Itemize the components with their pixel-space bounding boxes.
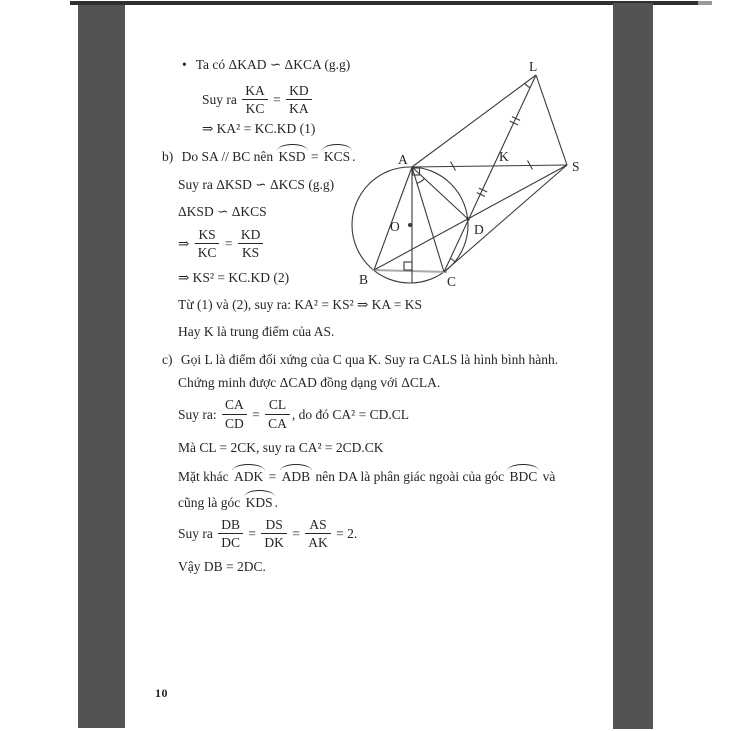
fraction-denominator: AK xyxy=(308,534,328,550)
fraction-denominator: KS xyxy=(241,245,260,261)
section-label-b: b) xyxy=(162,149,174,165)
text-run: Suy ra xyxy=(202,92,237,108)
text-run: Mà CL = 2CK, suy ra CA² = 2CD.CK xyxy=(178,439,384,455)
point-label-O: O xyxy=(390,219,400,234)
bullet-marker: • xyxy=(182,57,187,72)
text-run: Mặt khác xyxy=(178,468,229,484)
segment-LS xyxy=(536,75,567,165)
proof-line xyxy=(178,323,608,340)
proof-line xyxy=(178,494,608,511)
fraction-numerator: KS xyxy=(195,227,220,244)
fraction xyxy=(259,517,289,550)
angle-arc-name: KDS xyxy=(245,494,273,510)
book-edge-bar-left xyxy=(78,5,125,728)
text-run: Chứng minh được ΔCAD đồng dạng với ΔCLA. xyxy=(178,375,441,391)
photo-top-edge-light xyxy=(698,1,712,5)
text-run: và xyxy=(542,468,556,484)
angle-mark-at-L xyxy=(525,83,530,87)
equals-sign: = xyxy=(248,525,257,541)
fraction-denominator: CA xyxy=(268,415,287,431)
fraction-numerator: CA xyxy=(222,397,247,414)
angle-arc-name: ADB xyxy=(281,468,311,484)
text-run: Suy ra ΔKSD ∽ ΔKCS (g.g) xyxy=(178,177,335,193)
fraction xyxy=(193,227,222,260)
right-angle-mark-at-foot xyxy=(404,262,412,270)
fraction-numerator: KA xyxy=(242,83,268,100)
point-O-dot xyxy=(408,223,412,227)
fraction-denominator: DC xyxy=(221,534,241,550)
proof-line xyxy=(178,517,608,550)
point-label-K: K xyxy=(499,149,509,164)
text-run: nên DA là phân giác ngoài của góc xyxy=(315,468,505,484)
angle-arc-name: KCS xyxy=(323,149,351,165)
angle-mark-at-C xyxy=(450,258,455,262)
equals-sign: = xyxy=(224,236,233,252)
point-label-C: C xyxy=(447,274,457,289)
fraction xyxy=(284,83,314,116)
fraction xyxy=(240,83,270,116)
fraction-numerator: KD xyxy=(238,227,264,244)
fraction-denominator: KA xyxy=(289,101,309,117)
text-run: . xyxy=(274,494,278,510)
proof-line xyxy=(178,468,608,485)
segment-CS xyxy=(444,165,567,272)
book-edge-bar-right xyxy=(613,3,653,729)
fraction-denominator: CD xyxy=(225,415,244,431)
implies-arrow: ⇒ xyxy=(178,236,190,252)
segment-AL xyxy=(412,75,536,167)
text-run: Ta có ΔKAD ∽ ΔKCA (g.g) xyxy=(195,57,351,72)
text-run: , do đó CA² = CD.CL xyxy=(291,406,409,422)
geometry-figure xyxy=(340,40,596,296)
proof-line xyxy=(178,397,608,430)
fraction-denominator: KC xyxy=(245,101,265,117)
text-run: Từ (1) và (2), suy ra: KA² = KS² ⇒ KA = KS xyxy=(178,297,423,313)
segment-AC xyxy=(412,167,444,272)
page-number: 10 xyxy=(155,686,168,700)
proof-line xyxy=(178,439,608,456)
point-label-B: B xyxy=(359,272,369,287)
text-run: Gọi L là điểm đối xứng của C qua K. Suy ra CALS là hình bình hành. xyxy=(180,352,559,368)
text-run: Hay K là trung điểm của AS. xyxy=(178,324,335,340)
section-label-c: c) xyxy=(162,352,173,368)
fraction-numerator: AS xyxy=(305,517,331,534)
fraction-numerator: DS xyxy=(261,517,287,534)
point-label-A: A xyxy=(398,152,408,167)
fraction xyxy=(236,227,266,260)
text-run: Vậy DB = 2DC. xyxy=(178,558,266,574)
point-label-S: S xyxy=(572,159,580,174)
text-run: = 2. xyxy=(336,525,358,541)
angle-arc-name: ADK xyxy=(233,468,264,484)
equals-sign: = xyxy=(292,525,300,541)
point-label-L: L xyxy=(529,59,538,74)
text-run: Do SA // BC nên xyxy=(181,149,274,165)
text-run: ⇒ KS² = KC.KD (2) xyxy=(178,270,290,286)
text-run: Suy ra xyxy=(178,525,213,541)
proof-line xyxy=(162,351,608,368)
proof-line xyxy=(178,296,608,313)
photo-top-edge-dark xyxy=(70,1,698,5)
fraction-denominator: KC xyxy=(197,245,217,261)
segment-CL-through-D-K xyxy=(444,75,536,272)
fraction-numerator: DB xyxy=(218,517,243,534)
fraction-numerator: KD xyxy=(286,83,312,100)
equals-sign: = xyxy=(268,468,277,484)
fraction xyxy=(216,517,245,550)
angle-arc-name: BDC xyxy=(509,468,538,484)
angle-arc-name: KSD xyxy=(278,149,306,165)
point-D-dot xyxy=(466,217,470,221)
text-run: cũng là góc xyxy=(178,494,241,510)
text-run: ⇒ KA² = KC.KD (1) xyxy=(202,121,316,137)
segment-BS-through-D xyxy=(374,165,567,270)
fraction-numerator: CL xyxy=(265,397,290,414)
equals-sign: = xyxy=(252,406,260,422)
segment-AS xyxy=(412,165,567,167)
text-run: . xyxy=(352,149,356,165)
text-run: ΔKSD ∽ ΔKCS xyxy=(178,204,267,220)
fraction xyxy=(263,397,292,430)
angle-mark-at-A xyxy=(417,178,425,183)
fraction xyxy=(220,397,249,430)
text-run: Suy ra: xyxy=(178,406,217,422)
equals-sign: = xyxy=(273,92,281,108)
equals-sign: = xyxy=(310,149,319,165)
fraction-denominator: DK xyxy=(264,534,284,550)
point-label-D: D xyxy=(474,222,484,237)
proof-line xyxy=(178,558,608,575)
fraction xyxy=(303,517,333,550)
proof-line xyxy=(178,374,608,391)
